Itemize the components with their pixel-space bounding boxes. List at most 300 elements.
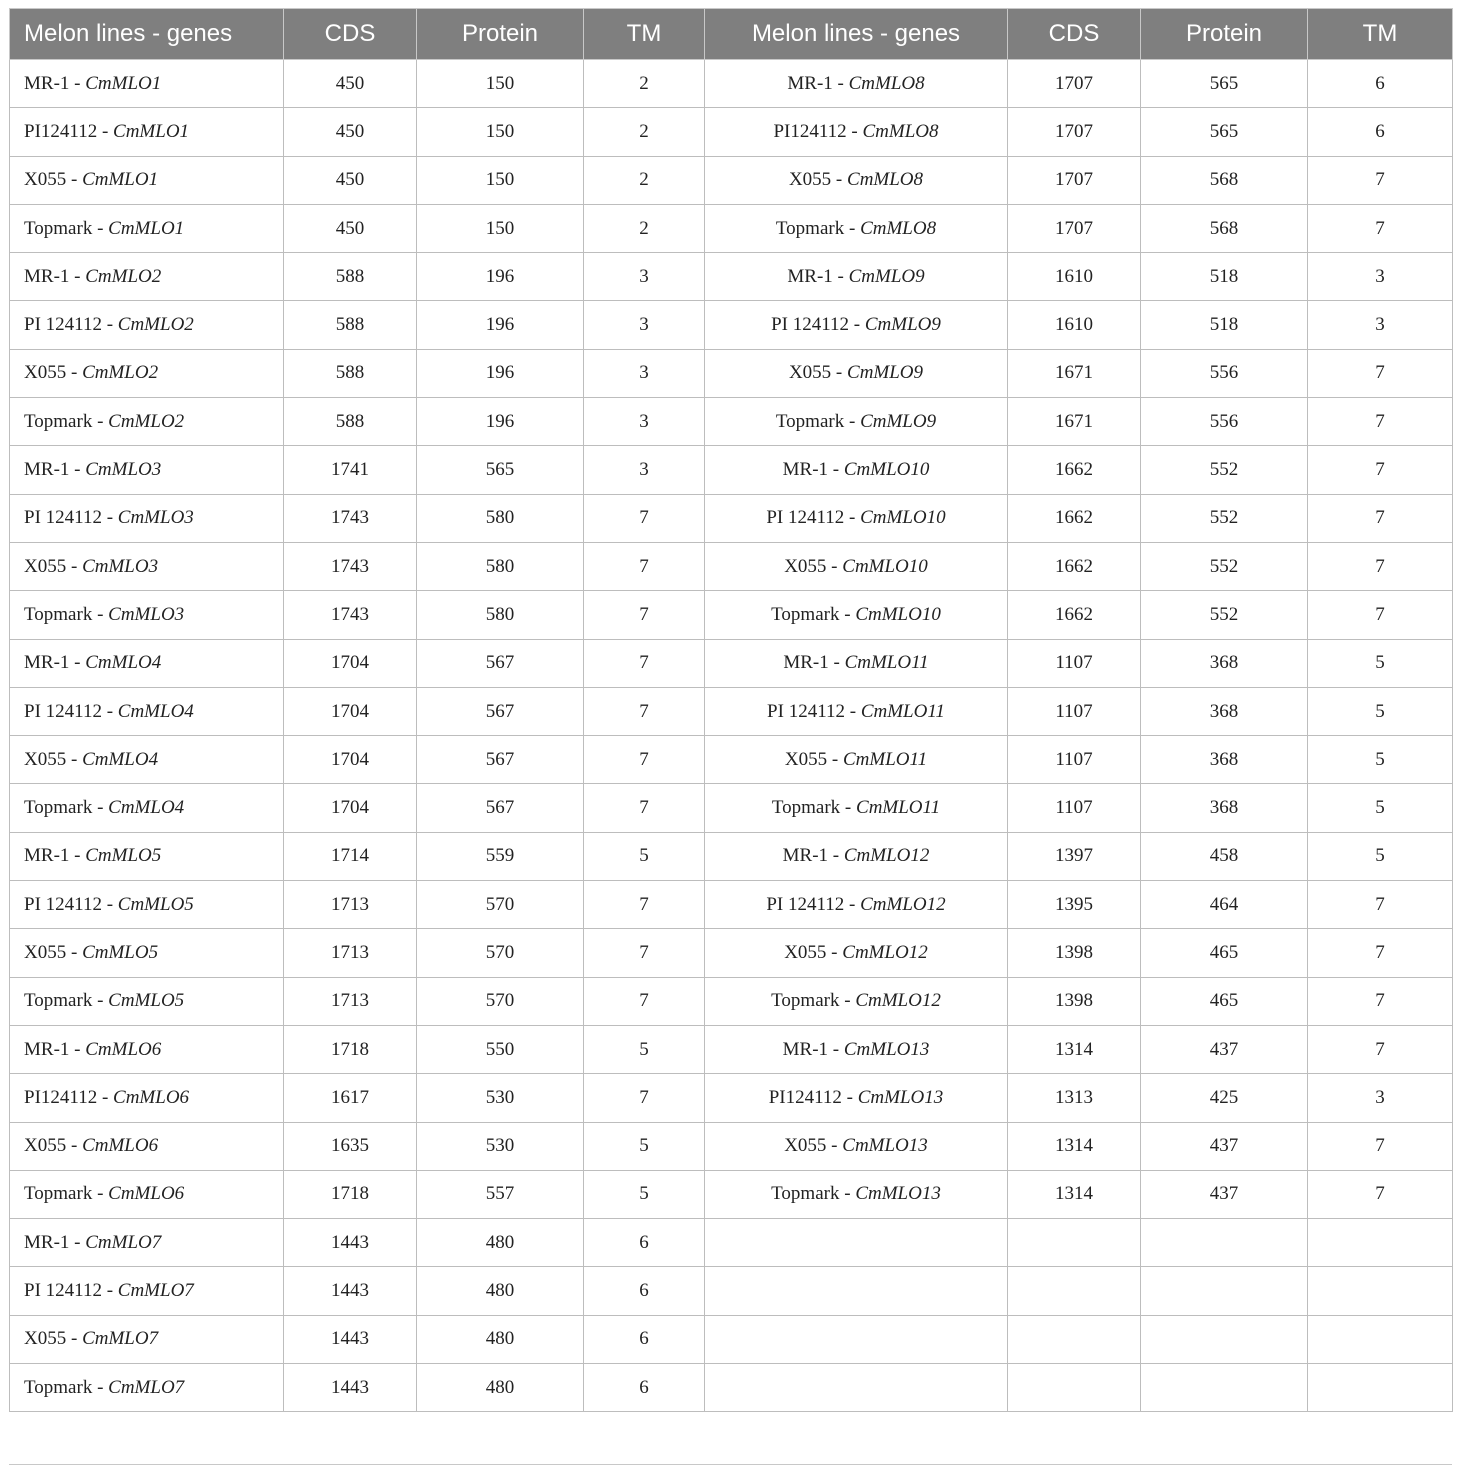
cds-cell-left: 1443: [284, 1267, 417, 1315]
melon-line-label: Topmark -: [775, 217, 861, 239]
gene-cell-left: [10, 1267, 284, 1315]
tm-cell-left: 7: [584, 929, 705, 977]
protein-cell-left: 150: [417, 156, 584, 204]
gene-cell-right: [705, 446, 1008, 494]
gene-name: CmMLO6: [108, 1183, 185, 1205]
gene-cell-right: [705, 977, 1008, 1025]
gene-cell-right: [705, 349, 1008, 397]
protein-cell-right: [1141, 1315, 1308, 1363]
tm-cell-left: 7: [584, 736, 705, 784]
melon-line-label: X055 -: [784, 555, 843, 577]
gene-name: CmMLO6: [113, 1086, 190, 1108]
gene-cell-right: [705, 881, 1008, 929]
header-cds-right: CDS: [1008, 9, 1141, 60]
gene-name: CmMLO13: [855, 1183, 941, 1205]
gene-cell-right: [705, 1364, 1008, 1412]
gene-name: CmMLO8: [847, 169, 924, 191]
tm-cell-right: 5: [1308, 639, 1453, 687]
melon-line-label: Topmark -: [771, 797, 857, 819]
gene-cell-left: [10, 542, 284, 590]
table-row: [10, 1025, 1453, 1073]
header-tm-left: TM: [584, 9, 705, 60]
tm-cell-right: 3: [1308, 253, 1453, 301]
tm-cell-right: 7: [1308, 929, 1453, 977]
gene-name: CmMLO12: [860, 893, 946, 915]
protein-cell-left: 150: [417, 60, 584, 108]
gene-cell-right: [705, 1122, 1008, 1170]
tm-cell-left: 3: [584, 253, 705, 301]
protein-cell-left: 196: [417, 301, 584, 349]
tm-cell-left: 2: [584, 108, 705, 156]
cds-cell-left: 1635: [284, 1122, 417, 1170]
gene-cell-left: [10, 204, 284, 252]
gene-name: CmMLO10: [843, 459, 930, 481]
cds-cell-left: 450: [284, 156, 417, 204]
cds-cell-left: 1741: [284, 446, 417, 494]
gene-name: CmMLO10: [855, 603, 941, 625]
melon-line-label: MR-1 -: [24, 652, 86, 674]
gene-cell-right: [705, 832, 1008, 880]
melon-line-label: PI 124112 -: [767, 700, 861, 722]
table-row: [10, 1170, 1453, 1218]
protein-cell-right: 556: [1141, 398, 1308, 446]
melon-line-label: MR-1 -: [787, 72, 849, 94]
gene-name: CmMLO10: [860, 507, 946, 529]
gene-name: CmMLO2: [108, 410, 185, 432]
gene-cell-left: [10, 253, 284, 301]
gene-name: CmMLO1: [108, 217, 185, 239]
tm-cell-left: 7: [584, 494, 705, 542]
gene-name: CmMLO11: [844, 652, 929, 674]
melon-line-label: PI 124112 -: [24, 1280, 118, 1302]
cds-cell-left: 1443: [284, 1219, 417, 1267]
tm-cell-right: 7: [1308, 591, 1453, 639]
header-genes-right: Melon lines - genes: [705, 9, 1008, 60]
gene-cell-left: [10, 1074, 284, 1122]
tm-cell-right: 7: [1308, 881, 1453, 929]
gene-cell-right: [705, 639, 1008, 687]
gene-name: CmMLO5: [82, 941, 159, 963]
tm-cell-left: 6: [584, 1219, 705, 1267]
gene-cell-left: [10, 446, 284, 494]
protein-cell-right: 565: [1141, 108, 1308, 156]
protein-cell-right: 465: [1141, 929, 1308, 977]
protein-cell-right: 368: [1141, 736, 1308, 784]
tm-cell-left: 5: [584, 1170, 705, 1218]
gene-cell-left: [10, 687, 284, 735]
cds-cell-right: 1707: [1008, 156, 1141, 204]
table-row: [10, 542, 1453, 590]
melon-line-label: Topmark -: [24, 990, 109, 1012]
protein-cell-right: 425: [1141, 1074, 1308, 1122]
melon-line-label: Topmark -: [24, 1376, 109, 1398]
protein-cell-left: 570: [417, 929, 584, 977]
protein-cell-right: 518: [1141, 301, 1308, 349]
table-row: [10, 1122, 1453, 1170]
protein-cell-left: 530: [417, 1122, 584, 1170]
gene-cell-left: [10, 832, 284, 880]
gene-cell-right: [705, 60, 1008, 108]
melon-line-label: Topmark -: [24, 603, 109, 625]
header-tm-right: TM: [1308, 9, 1453, 60]
cds-cell-left: 1743: [284, 494, 417, 542]
protein-cell-right: 437: [1141, 1170, 1308, 1218]
gene-cell-right: [705, 301, 1008, 349]
gene-cell-right: [705, 156, 1008, 204]
tm-cell-left: 7: [584, 784, 705, 832]
protein-cell-right: 568: [1141, 204, 1308, 252]
gene-cell-left: [10, 736, 284, 784]
tm-cell-left: 6: [584, 1315, 705, 1363]
gene-cell-right: [705, 204, 1008, 252]
table-row: [10, 1315, 1453, 1363]
tm-cell-right: 7: [1308, 977, 1453, 1025]
melon-line-label: MR-1 -: [24, 459, 86, 481]
protein-cell-left: 570: [417, 881, 584, 929]
melon-line-label: PI 124112 -: [766, 507, 861, 529]
tm-cell-left: 3: [584, 398, 705, 446]
tm-cell-right: 3: [1308, 1074, 1453, 1122]
melon-line-label: X055 -: [24, 1328, 83, 1350]
mlo-gene-table: [9, 8, 1453, 1412]
protein-cell-left: 196: [417, 253, 584, 301]
melon-line-label: PI124112 -: [24, 120, 114, 142]
protein-cell-left: 559: [417, 832, 584, 880]
melon-line-label: PI124112 -: [24, 1086, 114, 1108]
tm-cell-right: 7: [1308, 542, 1453, 590]
gene-cell-left: [10, 1170, 284, 1218]
cds-cell-left: 1718: [284, 1025, 417, 1073]
gene-name: CmMLO5: [117, 893, 194, 915]
gene-cell-left: [10, 1122, 284, 1170]
melon-line-label: Topmark -: [24, 1183, 109, 1205]
gene-name: CmMLO9: [847, 362, 924, 384]
protein-cell-left: 567: [417, 687, 584, 735]
gene-name: CmMLO9: [864, 314, 941, 336]
gene-name: CmMLO7: [108, 1376, 185, 1398]
melon-line-label: X055 -: [24, 362, 83, 384]
gene-name: CmMLO1: [113, 120, 190, 142]
tm-cell-right: 7: [1308, 1122, 1453, 1170]
tm-cell-left: 7: [584, 977, 705, 1025]
melon-line-label: PI124112 -: [773, 120, 863, 142]
cds-cell-right: 1397: [1008, 832, 1141, 880]
table-row: [10, 398, 1453, 446]
cds-cell-left: 1704: [284, 639, 417, 687]
gene-cell-left: [10, 349, 284, 397]
protein-cell-left: 580: [417, 542, 584, 590]
gene-cell-left: [10, 1364, 284, 1412]
melon-line-label: MR-1 -: [782, 459, 844, 481]
protein-cell-right: 368: [1141, 784, 1308, 832]
gene-cell-left: [10, 881, 284, 929]
cds-cell-right: 1707: [1008, 204, 1141, 252]
melon-line-label: PI 124112 -: [766, 893, 861, 915]
gene-name: CmMLO13: [842, 1135, 928, 1157]
cds-cell-left: 1704: [284, 687, 417, 735]
protein-cell-right: 437: [1141, 1025, 1308, 1073]
melon-line-label: MR-1 -: [24, 1231, 86, 1253]
gene-cell-right: [705, 398, 1008, 446]
protein-cell-left: 567: [417, 784, 584, 832]
protein-cell-left: 567: [417, 736, 584, 784]
table-row: [10, 881, 1453, 929]
melon-line-label: Topmark -: [771, 990, 856, 1012]
melon-line-label: MR-1 -: [782, 1038, 844, 1060]
protein-cell-left: 565: [417, 446, 584, 494]
melon-line-label: PI124112 -: [768, 1086, 858, 1108]
gene-name: CmMLO11: [860, 700, 945, 722]
table-row: [10, 494, 1453, 542]
tm-cell-right: 7: [1308, 1170, 1453, 1218]
gene-cell-right: [705, 1170, 1008, 1218]
protein-cell-right: 437: [1141, 1122, 1308, 1170]
cds-cell-left: 450: [284, 204, 417, 252]
cds-cell-right: 1107: [1008, 639, 1141, 687]
gene-cell-right: [705, 929, 1008, 977]
header-genes-left: Melon lines - genes: [10, 9, 284, 60]
table-wrapper: [9, 8, 1452, 1412]
header-row: [10, 9, 1453, 60]
gene-name: CmMLO9: [848, 265, 925, 287]
cds-cell-left: 1743: [284, 542, 417, 590]
cds-cell-right: 1107: [1008, 784, 1141, 832]
melon-line-label: MR-1 -: [24, 72, 86, 94]
cds-cell-left: 1718: [284, 1170, 417, 1218]
gene-name: CmMLO8: [848, 72, 925, 94]
cds-cell-right: 1610: [1008, 301, 1141, 349]
gene-cell-left: [10, 156, 284, 204]
header-protein-left: Protein: [417, 9, 584, 60]
gene-name: CmMLO4: [85, 652, 162, 674]
gene-name: CmMLO5: [85, 845, 162, 867]
protein-cell-left: 570: [417, 977, 584, 1025]
table-row: [10, 60, 1453, 108]
gene-name: CmMLO6: [82, 1135, 159, 1157]
cds-cell-right: 1313: [1008, 1074, 1141, 1122]
gene-cell-right: [705, 108, 1008, 156]
tm-cell-left: 3: [584, 349, 705, 397]
protein-cell-left: 530: [417, 1074, 584, 1122]
protein-cell-right: 368: [1141, 687, 1308, 735]
gene-cell-left: [10, 108, 284, 156]
melon-line-label: Topmark -: [775, 410, 861, 432]
cds-cell-left: 1704: [284, 736, 417, 784]
gene-name: CmMLO12: [842, 941, 928, 963]
tm-cell-right: 7: [1308, 156, 1453, 204]
cds-cell-left: 1443: [284, 1315, 417, 1363]
protein-cell-left: 196: [417, 398, 584, 446]
tm-cell-left: 7: [584, 542, 705, 590]
tm-cell-right: 5: [1308, 832, 1453, 880]
cds-cell-left: 588: [284, 398, 417, 446]
cds-cell-right: 1662: [1008, 591, 1141, 639]
melon-line-label: X055 -: [788, 362, 848, 384]
tm-cell-right: 5: [1308, 687, 1453, 735]
protein-cell-left: 150: [417, 204, 584, 252]
table-row: [10, 784, 1453, 832]
gene-cell-right: [705, 542, 1008, 590]
cds-cell-left: 1713: [284, 929, 417, 977]
gene-name: CmMLO4: [82, 748, 159, 770]
gene-cell-right: [705, 253, 1008, 301]
table-row: [10, 1219, 1453, 1267]
tm-cell-right: 7: [1308, 1025, 1453, 1073]
gene-cell-right: [705, 1219, 1008, 1267]
gene-cell-right: [705, 494, 1008, 542]
melon-line-label: MR-1 -: [24, 845, 86, 867]
tm-cell-left: 5: [584, 1025, 705, 1073]
table-row: [10, 977, 1453, 1025]
tm-cell-right: 5: [1308, 736, 1453, 784]
gene-name: CmMLO7: [117, 1280, 194, 1302]
cds-cell-right: 1671: [1008, 398, 1141, 446]
melon-line-label: MR-1 -: [782, 845, 844, 867]
protein-cell-left: 567: [417, 639, 584, 687]
gene-name: CmMLO4: [117, 700, 194, 722]
protein-cell-left: 150: [417, 108, 584, 156]
gene-name: CmMLO13: [857, 1086, 944, 1108]
gene-cell-left: [10, 1315, 284, 1363]
gene-cell-left: [10, 60, 284, 108]
protein-cell-right: [1141, 1364, 1308, 1412]
gene-name: CmMLO7: [82, 1328, 159, 1350]
gene-cell-right: [705, 1025, 1008, 1073]
melon-line-label: PI 124112 -: [24, 893, 118, 915]
tm-cell-right: 7: [1308, 446, 1453, 494]
melon-line-label: Topmark -: [24, 217, 109, 239]
protein-cell-right: [1141, 1219, 1308, 1267]
cds-cell-right: [1008, 1315, 1141, 1363]
melon-line-label: X055 -: [24, 169, 83, 191]
tm-cell-left: 5: [584, 1122, 705, 1170]
tm-cell-right: 3: [1308, 301, 1453, 349]
gene-name: CmMLO1: [85, 72, 162, 94]
table-row: [10, 349, 1453, 397]
gene-name: CmMLO5: [108, 990, 185, 1012]
cds-cell-left: 1443: [284, 1364, 417, 1412]
cds-cell-right: 1314: [1008, 1122, 1141, 1170]
tm-cell-left: 7: [584, 591, 705, 639]
protein-cell-left: 480: [417, 1267, 584, 1315]
tm-cell-right: 7: [1308, 204, 1453, 252]
gene-cell-left: [10, 639, 284, 687]
gene-cell-right: [705, 687, 1008, 735]
table-row: [10, 108, 1453, 156]
gene-cell-left: [10, 929, 284, 977]
melon-line-label: Topmark -: [771, 1183, 856, 1205]
tm-cell-right: [1308, 1315, 1453, 1363]
protein-cell-right: 556: [1141, 349, 1308, 397]
protein-cell-right: 552: [1141, 446, 1308, 494]
gene-name: CmMLO2: [117, 314, 194, 336]
protein-cell-right: 565: [1141, 60, 1308, 108]
melon-line-label: PI 124112 -: [24, 314, 118, 336]
bottom-divider: [9, 1464, 1452, 1465]
tm-cell-left: 7: [584, 1074, 705, 1122]
protein-cell-right: 552: [1141, 542, 1308, 590]
table-row: [10, 687, 1453, 735]
gene-cell-left: [10, 398, 284, 446]
gene-name: CmMLO2: [85, 265, 162, 287]
gene-name: CmMLO8: [862, 120, 939, 142]
cds-cell-left: 1713: [284, 881, 417, 929]
protein-cell-left: 557: [417, 1170, 584, 1218]
table-row: [10, 204, 1453, 252]
melon-line-label: X055 -: [24, 941, 83, 963]
protein-cell-left: 580: [417, 494, 584, 542]
gene-name: CmMLO2: [82, 362, 159, 384]
melon-line-label: X055 -: [24, 1135, 83, 1157]
gene-name: CmMLO8: [860, 217, 937, 239]
tm-cell-right: 5: [1308, 784, 1453, 832]
protein-cell-right: 464: [1141, 881, 1308, 929]
cds-cell-left: 450: [284, 108, 417, 156]
cds-cell-right: 1707: [1008, 108, 1141, 156]
protein-cell-left: 480: [417, 1315, 584, 1363]
gene-name: CmMLO10: [842, 555, 928, 577]
protein-cell-left: 580: [417, 591, 584, 639]
tm-cell-right: 7: [1308, 398, 1453, 446]
gene-name: CmMLO12: [843, 845, 930, 867]
tm-cell-left: 3: [584, 446, 705, 494]
gene-name: CmMLO3: [82, 555, 159, 577]
tm-cell-right: [1308, 1364, 1453, 1412]
protein-cell-right: 465: [1141, 977, 1308, 1025]
melon-line-label: X055 -: [788, 169, 848, 191]
tm-cell-left: 7: [584, 639, 705, 687]
cds-cell-right: 1398: [1008, 929, 1141, 977]
cds-cell-right: 1671: [1008, 349, 1141, 397]
gene-name: CmMLO13: [843, 1038, 930, 1060]
tm-cell-right: 7: [1308, 494, 1453, 542]
gene-cell-right: [705, 784, 1008, 832]
cds-cell-right: 1662: [1008, 542, 1141, 590]
cds-cell-right: 1314: [1008, 1025, 1141, 1073]
tm-cell-right: 6: [1308, 108, 1453, 156]
melon-line-label: Topmark -: [24, 797, 109, 819]
gene-cell-left: [10, 784, 284, 832]
cds-cell-right: 1314: [1008, 1170, 1141, 1218]
gene-name: CmMLO3: [117, 507, 194, 529]
tm-cell-left: 2: [584, 156, 705, 204]
protein-cell-right: 458: [1141, 832, 1308, 880]
melon-line-label: PI 124112 -: [771, 314, 865, 336]
tm-cell-left: 2: [584, 60, 705, 108]
cds-cell-right: [1008, 1267, 1141, 1315]
tm-cell-left: 5: [584, 832, 705, 880]
gene-name: CmMLO11: [856, 797, 941, 819]
cds-cell-right: 1398: [1008, 977, 1141, 1025]
table-row: [10, 301, 1453, 349]
tm-cell-left: 6: [584, 1364, 705, 1412]
tm-cell-left: 2: [584, 204, 705, 252]
tm-cell-left: 7: [584, 687, 705, 735]
cds-cell-left: 1714: [284, 832, 417, 880]
protein-cell-right: [1141, 1267, 1308, 1315]
gene-name: CmMLO11: [842, 748, 928, 770]
gene-cell-left: [10, 301, 284, 349]
protein-cell-left: 196: [417, 349, 584, 397]
gene-name: CmMLO1: [82, 169, 159, 191]
melon-line-label: X055 -: [784, 1135, 843, 1157]
gene-cell-right: [705, 1267, 1008, 1315]
protein-cell-right: 568: [1141, 156, 1308, 204]
gene-cell-left: [10, 977, 284, 1025]
gene-cell-right: [705, 1315, 1008, 1363]
table-row: [10, 929, 1453, 977]
melon-line-label: X055 -: [24, 748, 83, 770]
